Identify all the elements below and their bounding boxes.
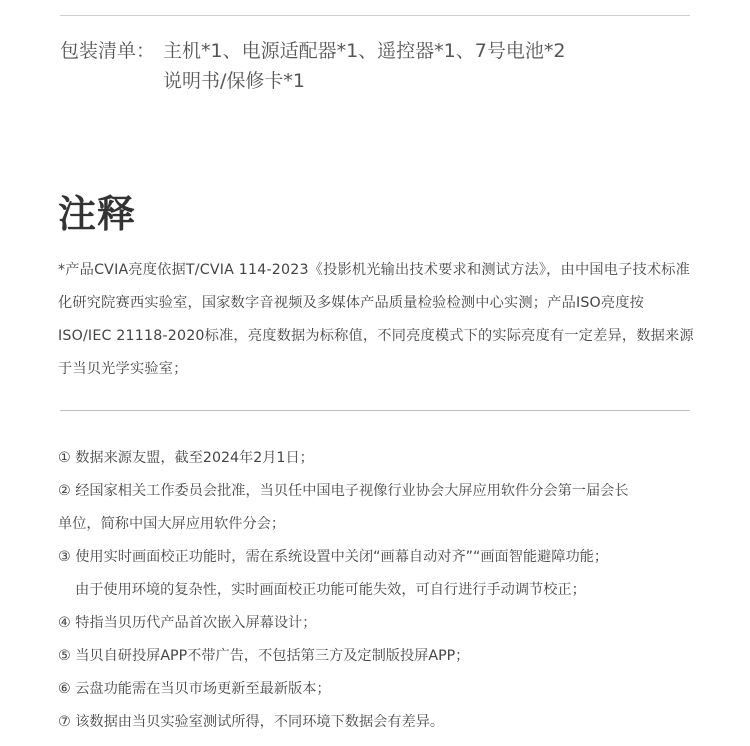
footnote-3-continuation: 由于使用环境的复杂性，实时画面校正功能可能失效，可自行进行手动调节校正； — [75, 582, 586, 598]
top-divider — [60, 15, 690, 16]
footnote-7: ⑦ 该数据由当贝实验室测试所得，不同环境下数据会有差异。 — [58, 714, 445, 730]
notes-divider — [60, 410, 690, 411]
footnote-6: ⑥ 云盘功能需在当贝市场更新至最新版本； — [58, 681, 331, 697]
footnote-2-continuation: 单位，简称中国大屏应用软件分会； — [58, 516, 286, 532]
packing-list-line-2: 说明书/保修卡*1 — [163, 70, 305, 92]
footnote-2: ② 经国家相关工作委员会批准，当贝任中国电子视像行业协会大屏应用软件分会第一届会长 — [58, 483, 629, 499]
packing-list — [60, 36, 565, 96]
footnote-list — [58, 442, 698, 739]
packing-list-items: 主机*1、电源适配器*1、遥控器*1、7号电池*2 — [163, 40, 566, 62]
notes-paragraph: *产品CVIA亮度依据T/CVIA 114-2023《投影机光输出技术要求和测试方法》，由中国电子技术标准化研究院赛西实验室，国家数字音视频及多媒体产品质量检验检测中心实测；产品ISO亮度按ISO/IEC 21118-2020标准，亮度数据为标称值，不同亮度模式下的实际亮度有一定差异，数据来源于当贝光学实验室； — [58, 262, 694, 377]
footnote-1: ① 数据来源友盟，截至2024年2月1日； — [58, 450, 314, 466]
notes-title: 注释 — [58, 192, 137, 236]
packing-list-label: 包装清单： — [60, 40, 156, 62]
footnote-5: ⑤ 当贝自研投屏APP不带广告，不包括第三方及定制版投屏APP； — [58, 648, 470, 664]
packing-list-line-1 — [60, 36, 565, 66]
footnote-4: ④ 特指当贝历代产品首次嵌入屏幕设计； — [58, 615, 317, 631]
footnote-3: ③ 使用实时画面校正功能时，需在系统设置中关闭“画幕自动对齐”“画面智能避障功能； — [58, 549, 609, 565]
